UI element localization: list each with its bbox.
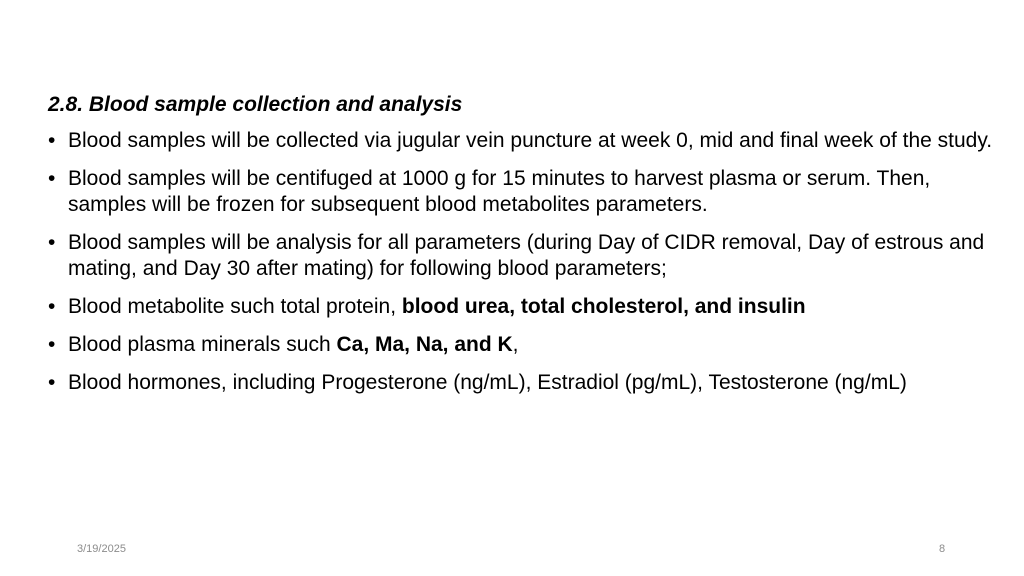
bullet-item-metabolites xyxy=(48,294,998,320)
bullet-text: Blood metabolite such total protein, xyxy=(68,295,402,318)
bullet-icon: • xyxy=(48,371,56,394)
bullet-icon: • xyxy=(48,129,56,152)
bullet-icon: • xyxy=(48,167,56,190)
bullet-list xyxy=(48,128,998,408)
bullet-item-centrifuge xyxy=(48,166,998,218)
bullet-item-analysis-schedule xyxy=(48,230,998,282)
section-heading: 2.8. Blood sample collection and analysis xyxy=(48,93,463,116)
bullet-bold-text: Ca, Ma, Na, and K xyxy=(336,333,513,356)
bullet-icon: • xyxy=(48,333,56,356)
bullet-text: Blood hormones, including Progesterone (ng/mL), Estradiol (pg/mL), Testosterone (ng/mL) xyxy=(68,371,907,394)
bullet-text: Blood samples will be centifuged at 1000 g for 15 minutes to harvest plasma or serum. Then, samples will be frozen for subsequent blood metabolites parameters. xyxy=(68,167,931,216)
bullet-icon: • xyxy=(48,295,56,318)
bullet-text: Blood samples will be analysis for all parameters (during Day of CIDR removal, Day of estrous and mating, and Day 30 after mating) for following blood parameters; xyxy=(68,231,985,280)
bullet-suffix: , xyxy=(512,333,519,356)
bullet-icon: • xyxy=(48,231,56,254)
bullet-text: Blood plasma minerals such xyxy=(68,333,337,356)
page-number: 8 xyxy=(939,543,946,555)
bullet-item-minerals xyxy=(48,332,998,358)
bullet-item-sample-collection xyxy=(48,128,998,154)
footer-date: 3/19/2025 xyxy=(77,543,126,555)
bullet-item-hormones xyxy=(48,370,998,396)
bullet-bold-text: blood urea, total cholesterol, and insulin xyxy=(401,295,806,318)
bullet-text: Blood samples will be collected via jugular vein puncture at week 0, mid and final week of the study. xyxy=(68,129,993,152)
